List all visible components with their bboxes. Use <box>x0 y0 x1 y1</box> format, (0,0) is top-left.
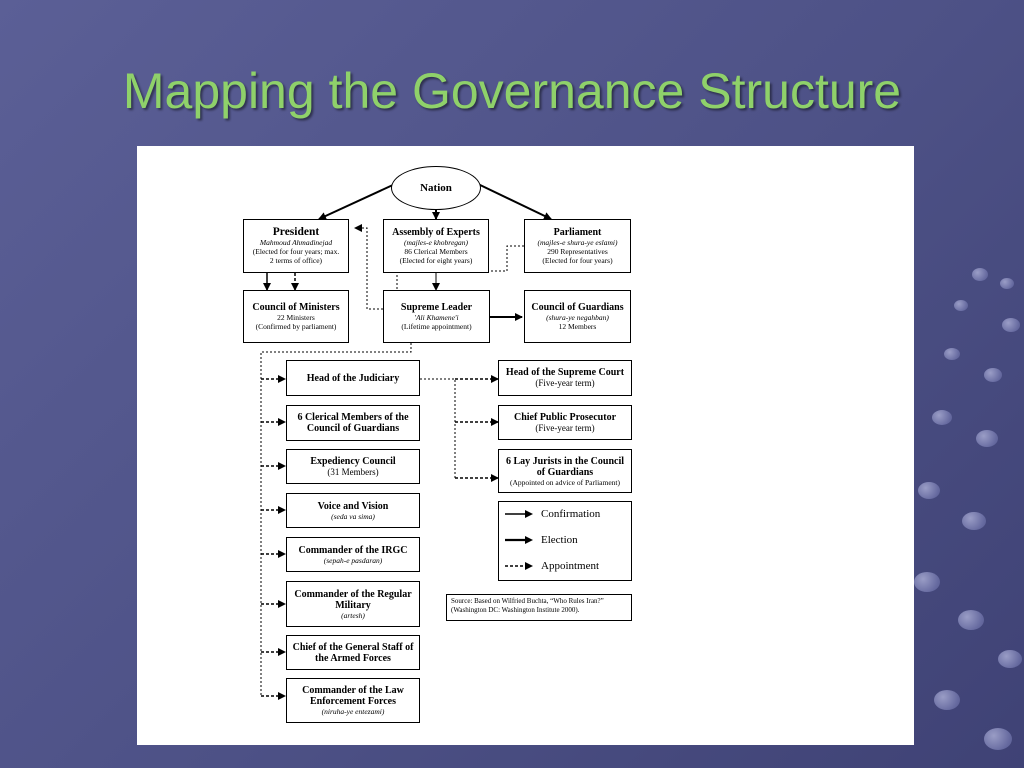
judiciary-appointee-sub: (Five-year term) <box>535 422 595 433</box>
legend-label: Election <box>541 534 578 546</box>
decor-dot <box>954 300 968 311</box>
supreme-leader-box <box>383 290 490 343</box>
council-ministers-title: Council of Ministers <box>252 302 340 313</box>
law-enforcement-commander-box <box>286 678 420 723</box>
decor-dot <box>1000 278 1014 289</box>
appointee-title: 6 Clerical Members of the Council of Guardians <box>297 412 409 434</box>
dashed-arrow-icon <box>505 562 533 570</box>
org-chart-panel <box>137 146 914 745</box>
judiciary-appointee-title: Head of the Supreme Court <box>505 367 625 378</box>
decor-dot <box>984 728 1012 750</box>
president-title: President <box>272 226 320 238</box>
president-term-2: 2 terms of office) <box>269 256 323 265</box>
president-box <box>243 219 349 273</box>
decor-dot <box>944 348 960 360</box>
decorative-dots <box>914 250 1024 768</box>
judiciary-appointee-title: 6 Lay Jurists in the Council of Guardians <box>505 455 625 478</box>
nation-node: Nation <box>391 166 481 210</box>
appointee-sub: (seda va sima) <box>331 511 375 521</box>
legend-label: Confirmation <box>541 508 601 520</box>
appointee-title: Head of the Judiciary <box>306 372 400 384</box>
parliament-term: (Elected for four years) <box>542 256 613 265</box>
decor-dot <box>958 610 984 630</box>
decor-dot <box>976 430 998 447</box>
supreme-leader-title: Supreme Leader <box>400 302 473 313</box>
decor-dot <box>934 690 960 710</box>
council-guardians-count: 12 Members <box>558 322 597 331</box>
legend-election <box>505 533 578 547</box>
appointee-title: Chief of the General Staff of the Armed Forces <box>292 641 414 664</box>
head-of-judiciary-box <box>286 360 420 396</box>
parliament-members: 290 Representatives <box>547 247 608 256</box>
president-term-1: (Elected for four years; max. <box>252 247 340 256</box>
thick-arrow-icon <box>505 536 533 544</box>
appointee-sub: (31 Members) <box>327 466 379 477</box>
president-name: Mahmoud Ahmadinejad <box>259 238 333 247</box>
supreme-leader-term: (Lifetime appointment) <box>401 322 472 331</box>
decor-dot <box>998 650 1022 668</box>
council-ministers-note: (Confirmed by parliament) <box>255 322 337 331</box>
council-guardians-title: Council of Guardians <box>531 302 624 313</box>
irgc-commander-box <box>286 537 420 572</box>
legend-confirmation <box>505 507 600 521</box>
decor-dot <box>914 572 940 592</box>
appointee-sub: (niruha-ye entezami) <box>321 707 385 716</box>
council-of-ministers-box <box>243 290 349 343</box>
chief-of-general-staff-box <box>286 635 420 670</box>
parliament-sub: (majles-e shura-ye eslami) <box>537 238 618 247</box>
appointee-title: Expediency Council <box>310 455 396 467</box>
council-ministers-count: 22 Ministers <box>277 313 315 322</box>
legend <box>498 501 632 581</box>
appointee-title: Voice and Vision <box>317 500 389 512</box>
assembly-term: (Elected for eight years) <box>399 256 473 265</box>
appointee-sub: (artesh) <box>341 610 365 620</box>
decor-dot <box>932 410 952 425</box>
appointee-title: Commander of the IRGC <box>298 544 408 556</box>
decor-dot <box>918 482 940 499</box>
appointee-title: Commander of the Law Enforcement Forces <box>302 685 404 707</box>
judiciary-appointee-title: Chief Public Prosecutor <box>513 411 617 423</box>
judiciary-appointee-sub: (Five-year term) <box>535 378 595 388</box>
slide-title: Mapping the Governance Structure <box>122 63 902 119</box>
legend-label: Appointment <box>541 560 600 572</box>
assembly-members: 86 Clerical Members <box>404 247 468 256</box>
supreme-leader-name: 'Ali Khamene'i <box>414 313 459 322</box>
expediency-council-box <box>286 449 420 484</box>
lay-jurists-box <box>498 449 632 493</box>
decor-dot <box>962 512 986 530</box>
solid-arrow-icon <box>505 510 533 518</box>
assembly-sub: (majles-e khobregan) <box>403 238 469 247</box>
clerical-members-box <box>286 405 420 441</box>
parliament-box <box>524 219 631 273</box>
appointee-sub: (sepah-e pasdaran) <box>323 555 383 565</box>
chief-public-prosecutor-box <box>498 405 632 440</box>
parliament-title: Parliament <box>553 227 602 238</box>
source-note: Source: Based on Wilfried Buchta, “Who Rules Iran?” (Washington DC: Washington Institute 2000). <box>446 594 632 621</box>
voice-and-vision-box <box>286 493 420 528</box>
council-of-guardians-box <box>524 290 631 343</box>
assembly-title: Assembly of Experts <box>392 227 480 238</box>
legend-appointment <box>505 559 599 573</box>
regular-military-commander-box <box>286 581 420 627</box>
head-of-supreme-court-box <box>498 360 632 396</box>
decor-dot <box>1002 318 1020 332</box>
appointee-title: Commander of the Regular Military <box>294 588 412 611</box>
council-guardians-sub: (shura-ye negahban) <box>546 313 609 322</box>
judiciary-appointee-sub: (Appointed on advice of Parliament) <box>510 477 620 487</box>
assembly-of-experts-box <box>383 219 489 273</box>
decor-dot <box>984 368 1002 382</box>
decor-dot <box>972 268 988 281</box>
